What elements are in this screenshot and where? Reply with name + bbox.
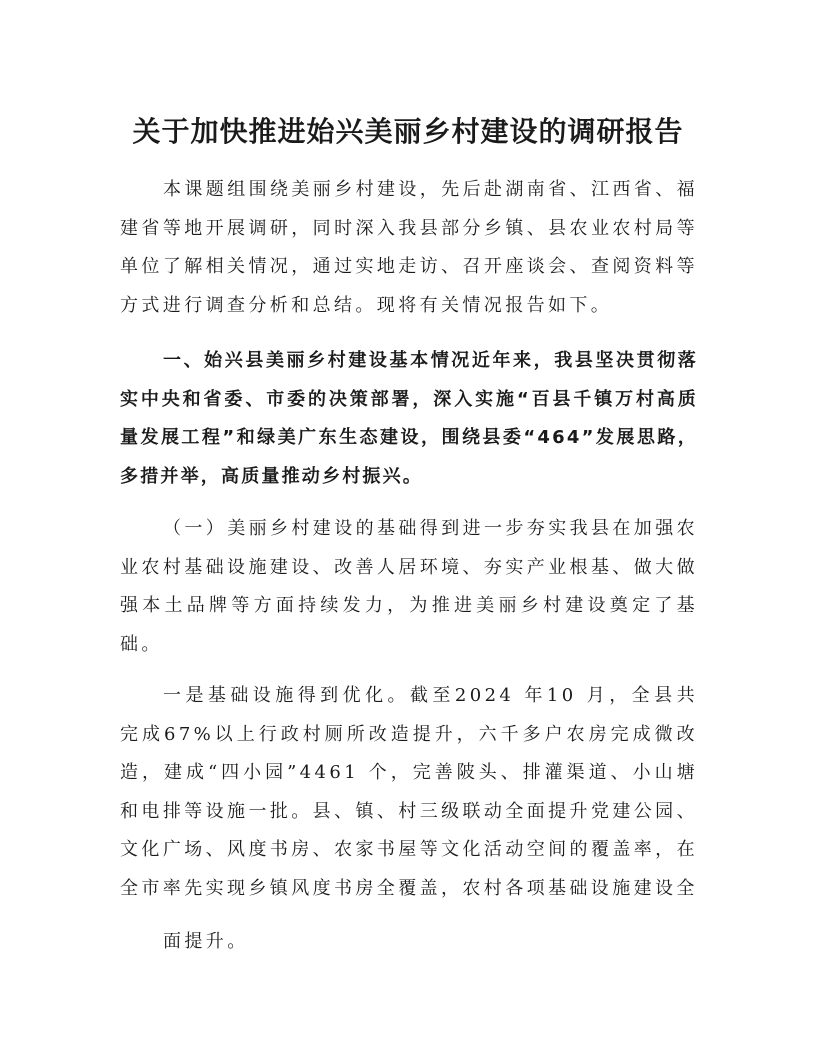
continuation-paragraph: 面提升。 — [163, 931, 249, 952]
section-one-heading-paragraph: 一、始兴县美丽乡村建设基本情况近年来，我县坚决贯彻落实中央和省委、市委的决策部署，深入实施“百县千镇万村高质量发展工程”和绿美广东生态建设，围绕县委“464”发展思路，多措并举，高质量推动乡村振兴。 — [120, 350, 698, 487]
intro-paragraph: 本课题组围绕美丽乡村建设，先后赴湖南省、江西省、福建省等地开展调研，同时深入我县部分乡镇、县农业农村局等单位了解相关情况，通过实地走访、召开座谈会、查阅资料等方式进行调查分析和总结。现将有关情况报告如下。 — [120, 179, 698, 316]
document-title: 关于加快推进始兴美丽乡村建设的调研报告 — [132, 115, 684, 148]
infrastructure-paragraph: 一是基础设施得到优化。截至2024 年10 月，全县共完成67%以上行政村厕所改造提升，六千多户农房完成微改造，建成“四小园”4461 个，完善陂头、排灌渠道、小山塘和电排等设施一批。县、镇、村三级联动全面提升党建公园、文化广场、风度书房、农家书屋等文化活动空间的覆盖率，在全市率先实现乡镇风度书房全覆盖，农村各项基础设施建设全 — [120, 685, 698, 899]
subsection-one-paragraph: （一）美丽乡村建设的基础得到进一步夯实我县在加强农业农村基础设施建设、改善人居环境、夯实产业根基、做大做强本土品牌等方面持续发力，为推进美丽乡村建设奠定了基础。 — [120, 518, 698, 655]
